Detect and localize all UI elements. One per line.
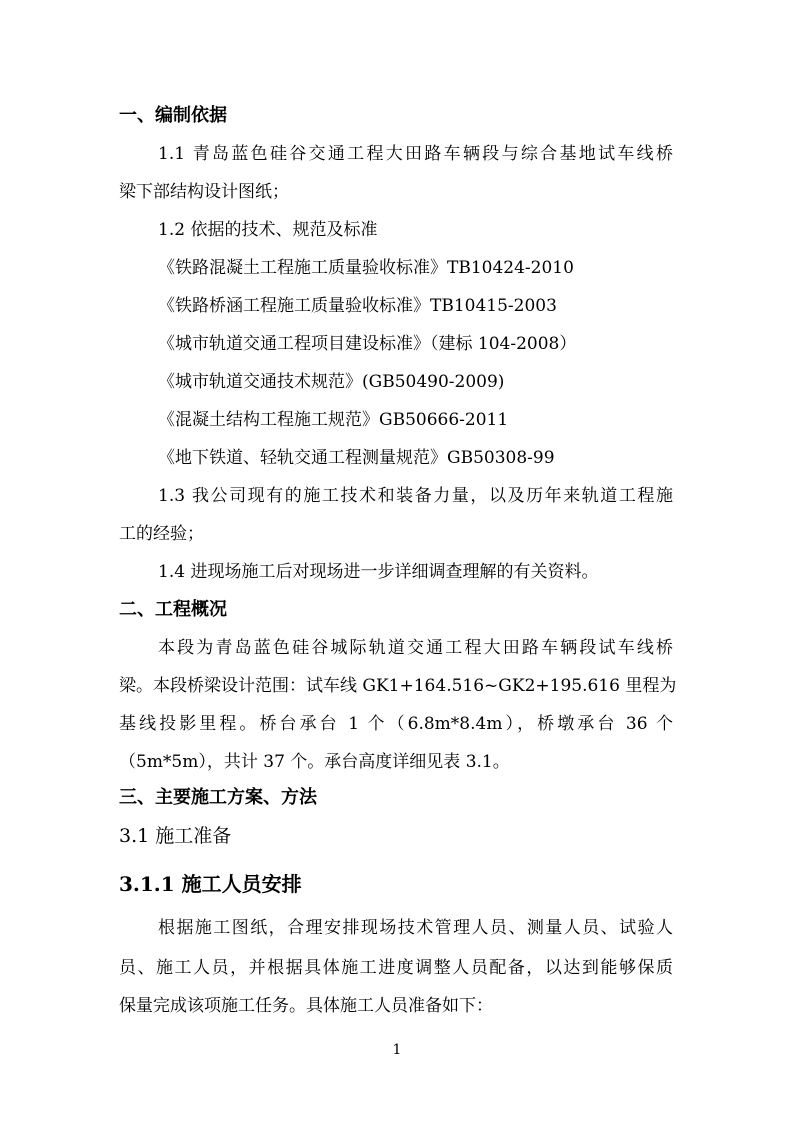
section-heading-project-overview: 二、工程概况 xyxy=(119,599,227,620)
standard-item: 《铁路桥涵工程施工质量验收标准》TB10415-2003 xyxy=(158,296,557,316)
standard-item: 《铁路混凝土工程施工质量验收标准》TB10424-2010 xyxy=(158,258,574,278)
basis-item-1-3-line1: 1.3 我公司现有的施工技术和装备力量，以及历年来轨道工程施 xyxy=(158,486,673,506)
subheading-construction-preparation: 3.1 施工准备 xyxy=(119,825,232,847)
overview-paragraph-line: 基线投影里程。桥台承台 1 个（6.8m*8.4m），桥墩承台 36 个 xyxy=(119,714,673,734)
page-number: 1 xyxy=(392,1042,402,1058)
standard-item: 《地下铁道、轻轨交通工程测量规范》GB50308-99 xyxy=(158,448,555,468)
standard-item: 《混凝土结构工程施工规范》GB50666-2011 xyxy=(158,410,509,430)
subheading-staff-arrangement: 3.1.1 施工人员安排 xyxy=(119,872,302,896)
overview-paragraph-line: 梁。本段桥梁设计范围：试车线 GK1+164.516~GK2+195.616 里程为 xyxy=(119,676,677,696)
staff-paragraph-line: 根据施工图纸，合理安排现场技术管理人员、测量人员、试验人 xyxy=(158,918,673,938)
basis-item-1-4: 1.4 进现场施工后对现场进一步详细调查理解的有关资料。 xyxy=(158,562,599,582)
basis-item-1-1-line1: 1.1 青岛蓝色硅谷交通工程大田路车辆段与综合基地试车线桥 xyxy=(158,144,673,164)
staff-paragraph-line: 员、施工人员，并根据具体施工进度调整人员配备，以达到能够保质 xyxy=(119,958,673,978)
overview-paragraph-line: 本段为青岛蓝色硅谷城际轨道交通工程大田路车辆段试车线桥 xyxy=(158,638,673,658)
section-heading-compilation-basis: 一、编制依据 xyxy=(119,105,227,126)
basis-item-1-1-line2: 梁下部结构设计图纸； xyxy=(119,182,289,202)
standard-item: 《城市轨道交通技术规范》(GB50490-2009) xyxy=(158,372,505,392)
standard-item: 《城市轨道交通工程项目建设标准》（建标 104-2008） xyxy=(158,334,577,354)
basis-item-1-2: 1.2 依据的技术、规范及标准 xyxy=(158,220,378,240)
basis-item-1-3-line2: 工的经验； xyxy=(119,524,204,544)
overview-paragraph-line: （5m*5m），共计 37 个。承台高度详细见表 3.1。 xyxy=(119,752,510,772)
staff-paragraph-line: 保量完成该项施工任务。具体施工人员准备如下： xyxy=(119,996,493,1016)
section-heading-construction-methods: 三、主要施工方案、方法 xyxy=(119,787,317,808)
